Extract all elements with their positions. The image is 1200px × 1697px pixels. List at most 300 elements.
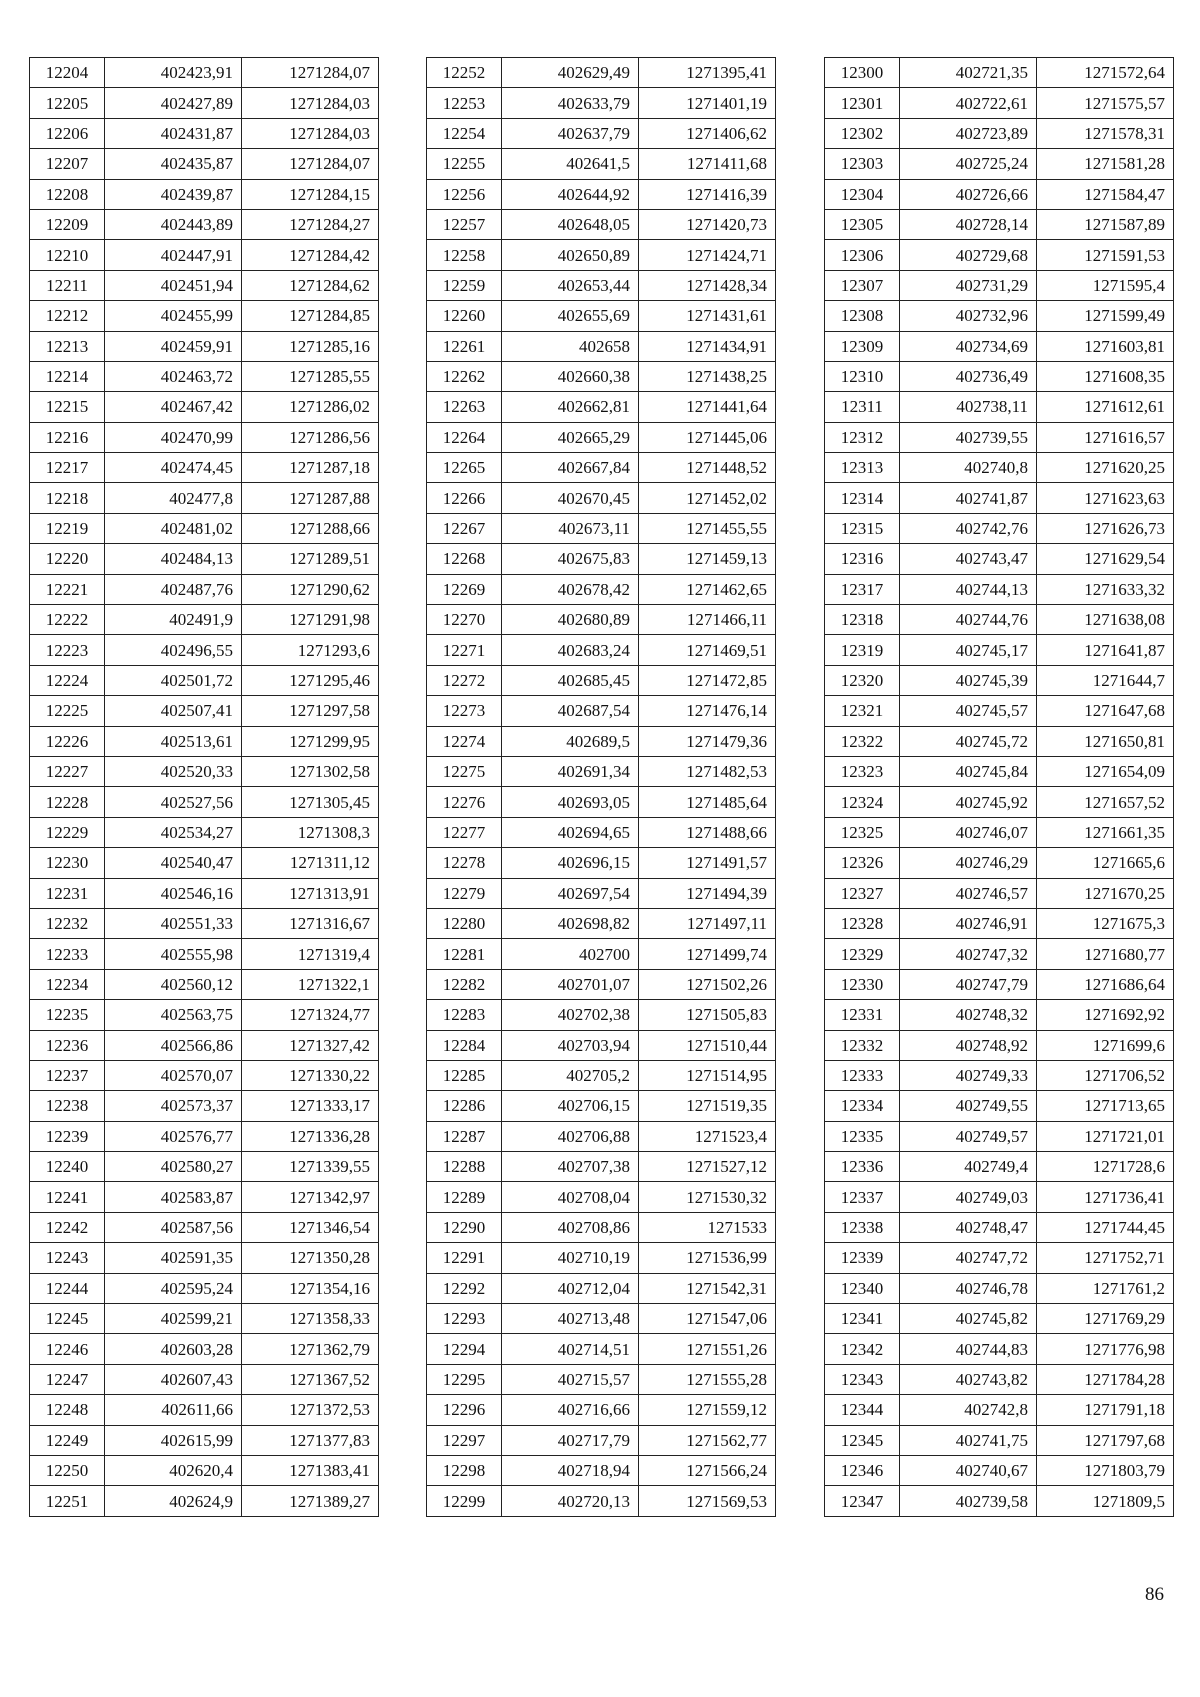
point-number-cell: 12345 bbox=[825, 1425, 900, 1455]
table-row bbox=[427, 756, 776, 786]
y-coordinate-cell: 1271466,11 bbox=[639, 605, 776, 635]
y-coordinate-cell: 1271706,52 bbox=[1037, 1060, 1174, 1090]
y-coordinate-cell: 1271327,42 bbox=[242, 1030, 379, 1060]
table-row bbox=[825, 1486, 1174, 1516]
x-coordinate-cell: 402747,32 bbox=[900, 939, 1037, 969]
point-number-cell: 12294 bbox=[427, 1334, 502, 1364]
table-row bbox=[30, 179, 379, 209]
point-number-cell: 12228 bbox=[30, 787, 105, 817]
point-number-cell: 12253 bbox=[427, 88, 502, 118]
table-row bbox=[427, 361, 776, 391]
point-number-cell: 12261 bbox=[427, 331, 502, 361]
table-row bbox=[30, 301, 379, 331]
y-coordinate-cell: 1271319,4 bbox=[242, 939, 379, 969]
x-coordinate-cell: 402739,58 bbox=[900, 1486, 1037, 1516]
y-coordinate-cell: 1271608,35 bbox=[1037, 361, 1174, 391]
table-row bbox=[427, 118, 776, 148]
y-coordinate-cell: 1271612,61 bbox=[1037, 392, 1174, 422]
coordinates-table-body bbox=[30, 58, 379, 1517]
point-number-cell: 12289 bbox=[427, 1182, 502, 1212]
x-coordinate-cell: 402615,99 bbox=[105, 1425, 242, 1455]
point-number-cell: 12286 bbox=[427, 1091, 502, 1121]
point-number-cell: 12249 bbox=[30, 1425, 105, 1455]
point-number-cell: 12239 bbox=[30, 1121, 105, 1151]
point-number-cell: 12318 bbox=[825, 605, 900, 635]
y-coordinate-cell: 1271284,03 bbox=[242, 118, 379, 148]
table-row bbox=[427, 848, 776, 878]
table-row bbox=[427, 574, 776, 604]
x-coordinate-cell: 402738,11 bbox=[900, 392, 1037, 422]
x-coordinate-cell: 402546,16 bbox=[105, 878, 242, 908]
x-coordinate-cell: 402447,91 bbox=[105, 240, 242, 270]
x-coordinate-cell: 402746,91 bbox=[900, 908, 1037, 938]
point-number-cell: 12220 bbox=[30, 544, 105, 574]
y-coordinate-cell: 1271581,28 bbox=[1037, 149, 1174, 179]
table-row bbox=[427, 1030, 776, 1060]
y-coordinate-cell: 1271555,28 bbox=[639, 1364, 776, 1394]
x-coordinate-cell: 402707,38 bbox=[502, 1152, 639, 1182]
y-coordinate-cell: 1271452,02 bbox=[639, 483, 776, 513]
point-number-cell: 12250 bbox=[30, 1455, 105, 1485]
y-coordinate-cell: 1271497,11 bbox=[639, 908, 776, 938]
table-row bbox=[825, 1455, 1174, 1485]
table-row bbox=[427, 422, 776, 452]
table-row bbox=[825, 787, 1174, 817]
point-number-cell: 12218 bbox=[30, 483, 105, 513]
y-coordinate-cell: 1271523,4 bbox=[639, 1121, 776, 1151]
x-coordinate-cell: 402702,38 bbox=[502, 1000, 639, 1030]
table-row bbox=[427, 635, 776, 665]
table-row bbox=[427, 1395, 776, 1425]
point-number-cell: 12243 bbox=[30, 1243, 105, 1273]
x-coordinate-cell: 402703,94 bbox=[502, 1030, 639, 1060]
table-row bbox=[30, 878, 379, 908]
y-coordinate-cell: 1271295,46 bbox=[242, 665, 379, 695]
y-coordinate-cell: 1271791,18 bbox=[1037, 1395, 1174, 1425]
y-coordinate-cell: 1271803,79 bbox=[1037, 1455, 1174, 1485]
table-row bbox=[427, 1060, 776, 1090]
point-number-cell: 12248 bbox=[30, 1395, 105, 1425]
table-row bbox=[30, 726, 379, 756]
point-number-cell: 12205 bbox=[30, 88, 105, 118]
table-row bbox=[30, 1425, 379, 1455]
point-number-cell: 12238 bbox=[30, 1091, 105, 1121]
table-row bbox=[30, 453, 379, 483]
table-row bbox=[825, 422, 1174, 452]
x-coordinate-cell: 402745,82 bbox=[900, 1304, 1037, 1334]
table-row bbox=[427, 939, 776, 969]
x-coordinate-cell: 402463,72 bbox=[105, 361, 242, 391]
y-coordinate-cell: 1271342,97 bbox=[242, 1182, 379, 1212]
table-row bbox=[427, 1455, 776, 1485]
table-row bbox=[825, 665, 1174, 695]
x-coordinate-cell: 402576,77 bbox=[105, 1121, 242, 1151]
table-row bbox=[427, 665, 776, 695]
y-coordinate-cell: 1271514,95 bbox=[639, 1060, 776, 1090]
x-coordinate-cell: 402680,89 bbox=[502, 605, 639, 635]
y-coordinate-cell: 1271316,67 bbox=[242, 908, 379, 938]
table-row bbox=[825, 908, 1174, 938]
y-coordinate-cell: 1271620,25 bbox=[1037, 453, 1174, 483]
table-row bbox=[825, 270, 1174, 300]
point-number-cell: 12311 bbox=[825, 392, 900, 422]
y-coordinate-cell: 1271383,41 bbox=[242, 1455, 379, 1485]
table-row bbox=[30, 1152, 379, 1182]
point-number-cell: 12252 bbox=[427, 58, 502, 88]
x-coordinate-cell: 402689,5 bbox=[502, 726, 639, 756]
point-number-cell: 12344 bbox=[825, 1395, 900, 1425]
point-number-cell: 12232 bbox=[30, 908, 105, 938]
point-number-cell: 12284 bbox=[427, 1030, 502, 1060]
table-row bbox=[825, 88, 1174, 118]
x-coordinate-cell: 402658 bbox=[502, 331, 639, 361]
point-number-cell: 12308 bbox=[825, 301, 900, 331]
x-coordinate-cell: 402749,57 bbox=[900, 1121, 1037, 1151]
x-coordinate-cell: 402675,83 bbox=[502, 544, 639, 574]
x-coordinate-cell: 402710,19 bbox=[502, 1243, 639, 1273]
y-coordinate-cell: 1271566,24 bbox=[639, 1455, 776, 1485]
y-coordinate-cell: 1271291,98 bbox=[242, 605, 379, 635]
y-coordinate-cell: 1271533 bbox=[639, 1212, 776, 1242]
point-number-cell: 12335 bbox=[825, 1121, 900, 1151]
x-coordinate-cell: 402513,61 bbox=[105, 726, 242, 756]
y-coordinate-cell: 1271313,91 bbox=[242, 878, 379, 908]
point-number-cell: 12299 bbox=[427, 1486, 502, 1516]
point-number-cell: 12283 bbox=[427, 1000, 502, 1030]
point-number-cell: 12338 bbox=[825, 1212, 900, 1242]
y-coordinate-cell: 1271305,45 bbox=[242, 787, 379, 817]
point-number-cell: 12242 bbox=[30, 1212, 105, 1242]
point-number-cell: 12277 bbox=[427, 817, 502, 847]
y-coordinate-cell: 1271431,61 bbox=[639, 301, 776, 331]
point-number-cell: 12317 bbox=[825, 574, 900, 604]
y-coordinate-cell: 1271499,74 bbox=[639, 939, 776, 969]
y-coordinate-cell: 1271322,1 bbox=[242, 969, 379, 999]
table-row bbox=[825, 513, 1174, 543]
point-number-cell: 12222 bbox=[30, 605, 105, 635]
y-coordinate-cell: 1271599,49 bbox=[1037, 301, 1174, 331]
point-number-cell: 12287 bbox=[427, 1121, 502, 1151]
point-number-cell: 12241 bbox=[30, 1182, 105, 1212]
point-number-cell: 12316 bbox=[825, 544, 900, 574]
y-coordinate-cell: 1271286,02 bbox=[242, 392, 379, 422]
point-number-cell: 12254 bbox=[427, 118, 502, 148]
point-number-cell: 12235 bbox=[30, 1000, 105, 1030]
point-number-cell: 12211 bbox=[30, 270, 105, 300]
x-coordinate-cell: 402745,39 bbox=[900, 665, 1037, 695]
x-coordinate-cell: 402687,54 bbox=[502, 696, 639, 726]
y-coordinate-cell: 1271744,45 bbox=[1037, 1212, 1174, 1242]
y-coordinate-cell: 1271575,57 bbox=[1037, 88, 1174, 118]
point-number-cell: 12216 bbox=[30, 422, 105, 452]
y-coordinate-cell: 1271797,68 bbox=[1037, 1425, 1174, 1455]
point-number-cell: 12307 bbox=[825, 270, 900, 300]
point-number-cell: 12292 bbox=[427, 1273, 502, 1303]
x-coordinate-cell: 402431,87 bbox=[105, 118, 242, 148]
table-row bbox=[825, 1000, 1174, 1030]
x-coordinate-cell: 402501,72 bbox=[105, 665, 242, 695]
point-number-cell: 12280 bbox=[427, 908, 502, 938]
x-coordinate-cell: 402423,91 bbox=[105, 58, 242, 88]
point-number-cell: 12330 bbox=[825, 969, 900, 999]
table-row bbox=[30, 1060, 379, 1090]
y-coordinate-cell: 1271485,64 bbox=[639, 787, 776, 817]
y-coordinate-cell: 1271505,83 bbox=[639, 1000, 776, 1030]
table-row bbox=[825, 1121, 1174, 1151]
y-coordinate-cell: 1271462,65 bbox=[639, 574, 776, 604]
y-coordinate-cell: 1271372,53 bbox=[242, 1395, 379, 1425]
y-coordinate-cell: 1271287,18 bbox=[242, 453, 379, 483]
table-row bbox=[427, 696, 776, 726]
x-coordinate-cell: 402720,13 bbox=[502, 1486, 639, 1516]
x-coordinate-cell: 402660,38 bbox=[502, 361, 639, 391]
table-row bbox=[825, 361, 1174, 391]
y-coordinate-cell: 1271336,28 bbox=[242, 1121, 379, 1151]
y-coordinate-cell: 1271469,51 bbox=[639, 635, 776, 665]
x-coordinate-cell: 402595,24 bbox=[105, 1273, 242, 1303]
x-coordinate-cell: 402459,91 bbox=[105, 331, 242, 361]
y-coordinate-cell: 1271809,5 bbox=[1037, 1486, 1174, 1516]
x-coordinate-cell: 402673,11 bbox=[502, 513, 639, 543]
point-number-cell: 12221 bbox=[30, 574, 105, 604]
y-coordinate-cell: 1271346,54 bbox=[242, 1212, 379, 1242]
x-coordinate-cell: 402740,8 bbox=[900, 453, 1037, 483]
table-row bbox=[427, 270, 776, 300]
table-row bbox=[825, 331, 1174, 361]
x-coordinate-cell: 402749,55 bbox=[900, 1091, 1037, 1121]
y-coordinate-cell: 1271350,28 bbox=[242, 1243, 379, 1273]
y-coordinate-cell: 1271562,77 bbox=[639, 1425, 776, 1455]
table-row bbox=[427, 817, 776, 847]
point-number-cell: 12210 bbox=[30, 240, 105, 270]
x-coordinate-cell: 402451,94 bbox=[105, 270, 242, 300]
y-coordinate-cell: 1271333,17 bbox=[242, 1091, 379, 1121]
point-number-cell: 12336 bbox=[825, 1152, 900, 1182]
table-row bbox=[825, 1425, 1174, 1455]
y-coordinate-cell: 1271686,64 bbox=[1037, 969, 1174, 999]
x-coordinate-cell: 402746,57 bbox=[900, 878, 1037, 908]
y-coordinate-cell: 1271502,26 bbox=[639, 969, 776, 999]
point-number-cell: 12231 bbox=[30, 878, 105, 908]
y-coordinate-cell: 1271284,15 bbox=[242, 179, 379, 209]
y-coordinate-cell: 1271339,55 bbox=[242, 1152, 379, 1182]
x-coordinate-cell: 402729,68 bbox=[900, 240, 1037, 270]
point-number-cell: 12206 bbox=[30, 118, 105, 148]
point-number-cell: 12215 bbox=[30, 392, 105, 422]
table-row bbox=[427, 605, 776, 635]
y-coordinate-cell: 1271299,95 bbox=[242, 726, 379, 756]
y-coordinate-cell: 1271411,68 bbox=[639, 149, 776, 179]
point-number-cell: 12237 bbox=[30, 1060, 105, 1090]
x-coordinate-cell: 402481,02 bbox=[105, 513, 242, 543]
x-coordinate-cell: 402693,05 bbox=[502, 787, 639, 817]
y-coordinate-cell: 1271650,81 bbox=[1037, 726, 1174, 756]
x-coordinate-cell: 402734,69 bbox=[900, 331, 1037, 361]
y-coordinate-cell: 1271784,28 bbox=[1037, 1364, 1174, 1394]
point-number-cell: 12323 bbox=[825, 756, 900, 786]
table-row bbox=[427, 331, 776, 361]
y-coordinate-cell: 1271603,81 bbox=[1037, 331, 1174, 361]
y-coordinate-cell: 1271416,39 bbox=[639, 179, 776, 209]
point-number-cell: 12230 bbox=[30, 848, 105, 878]
x-coordinate-cell: 402583,87 bbox=[105, 1182, 242, 1212]
x-coordinate-cell: 402698,82 bbox=[502, 908, 639, 938]
x-coordinate-cell: 402736,49 bbox=[900, 361, 1037, 391]
point-number-cell: 12340 bbox=[825, 1273, 900, 1303]
table-row bbox=[825, 848, 1174, 878]
coordinates-table-2 bbox=[426, 57, 776, 1517]
y-coordinate-cell: 1271479,36 bbox=[639, 726, 776, 756]
x-coordinate-cell: 402706,15 bbox=[502, 1091, 639, 1121]
y-coordinate-cell: 1271472,85 bbox=[639, 665, 776, 695]
y-coordinate-cell: 1271752,71 bbox=[1037, 1243, 1174, 1273]
x-coordinate-cell: 402484,13 bbox=[105, 544, 242, 574]
y-coordinate-cell: 1271445,06 bbox=[639, 422, 776, 452]
table-row bbox=[427, 1000, 776, 1030]
table-row bbox=[427, 1121, 776, 1151]
table-row bbox=[427, 1425, 776, 1455]
table-row bbox=[30, 605, 379, 635]
table-row bbox=[427, 209, 776, 239]
point-number-cell: 12322 bbox=[825, 726, 900, 756]
table-row bbox=[30, 908, 379, 938]
x-coordinate-cell: 402745,84 bbox=[900, 756, 1037, 786]
point-number-cell: 12290 bbox=[427, 1212, 502, 1242]
y-coordinate-cell: 1271289,51 bbox=[242, 544, 379, 574]
point-number-cell: 12293 bbox=[427, 1304, 502, 1334]
x-coordinate-cell: 402744,13 bbox=[900, 574, 1037, 604]
point-number-cell: 12272 bbox=[427, 665, 502, 695]
y-coordinate-cell: 1271434,91 bbox=[639, 331, 776, 361]
y-coordinate-cell: 1271290,62 bbox=[242, 574, 379, 604]
x-coordinate-cell: 402741,87 bbox=[900, 483, 1037, 513]
table-row bbox=[30, 361, 379, 391]
coordinates-table-3 bbox=[824, 57, 1174, 1517]
point-number-cell: 12256 bbox=[427, 179, 502, 209]
table-row bbox=[427, 240, 776, 270]
y-coordinate-cell: 1271584,47 bbox=[1037, 179, 1174, 209]
x-coordinate-cell: 402637,79 bbox=[502, 118, 639, 148]
point-number-cell: 12274 bbox=[427, 726, 502, 756]
x-coordinate-cell: 402712,04 bbox=[502, 1273, 639, 1303]
y-coordinate-cell: 1271721,01 bbox=[1037, 1121, 1174, 1151]
table-row bbox=[30, 848, 379, 878]
point-number-cell: 12278 bbox=[427, 848, 502, 878]
point-number-cell: 12346 bbox=[825, 1455, 900, 1485]
table-row bbox=[825, 726, 1174, 756]
x-coordinate-cell: 402667,84 bbox=[502, 453, 639, 483]
point-number-cell: 12224 bbox=[30, 665, 105, 695]
point-number-cell: 12319 bbox=[825, 635, 900, 665]
table-row bbox=[825, 453, 1174, 483]
point-number-cell: 12214 bbox=[30, 361, 105, 391]
table-row bbox=[30, 1212, 379, 1242]
table-row bbox=[825, 1334, 1174, 1364]
point-number-cell: 12204 bbox=[30, 58, 105, 88]
x-coordinate-cell: 402748,32 bbox=[900, 1000, 1037, 1030]
point-number-cell: 12255 bbox=[427, 149, 502, 179]
point-number-cell: 12227 bbox=[30, 756, 105, 786]
point-number-cell: 12347 bbox=[825, 1486, 900, 1516]
table-row bbox=[30, 1000, 379, 1030]
y-coordinate-cell: 1271494,39 bbox=[639, 878, 776, 908]
y-coordinate-cell: 1271406,62 bbox=[639, 118, 776, 148]
point-number-cell: 12212 bbox=[30, 301, 105, 331]
table-row bbox=[30, 118, 379, 148]
y-coordinate-cell: 1271286,56 bbox=[242, 422, 379, 452]
table-row bbox=[427, 544, 776, 574]
point-number-cell: 12209 bbox=[30, 209, 105, 239]
table-row bbox=[30, 422, 379, 452]
x-coordinate-cell: 402439,87 bbox=[105, 179, 242, 209]
x-coordinate-cell: 402611,66 bbox=[105, 1395, 242, 1425]
point-number-cell: 12305 bbox=[825, 209, 900, 239]
point-number-cell: 12314 bbox=[825, 483, 900, 513]
table-row bbox=[825, 635, 1174, 665]
table-row bbox=[30, 1243, 379, 1273]
y-coordinate-cell: 1271284,03 bbox=[242, 88, 379, 118]
x-coordinate-cell: 402749,4 bbox=[900, 1152, 1037, 1182]
table-row bbox=[825, 1091, 1174, 1121]
point-number-cell: 12320 bbox=[825, 665, 900, 695]
x-coordinate-cell: 402743,82 bbox=[900, 1364, 1037, 1394]
x-coordinate-cell: 402715,57 bbox=[502, 1364, 639, 1394]
y-coordinate-cell: 1271441,64 bbox=[639, 392, 776, 422]
table-row bbox=[825, 1060, 1174, 1090]
point-number-cell: 12328 bbox=[825, 908, 900, 938]
x-coordinate-cell: 402749,33 bbox=[900, 1060, 1037, 1090]
table-row bbox=[427, 1364, 776, 1394]
x-coordinate-cell: 402603,28 bbox=[105, 1334, 242, 1364]
page-number: 86 bbox=[1145, 1584, 1164, 1605]
point-number-cell: 12334 bbox=[825, 1091, 900, 1121]
point-number-cell: 12233 bbox=[30, 939, 105, 969]
x-coordinate-cell: 402641,5 bbox=[502, 149, 639, 179]
table-row bbox=[825, 392, 1174, 422]
point-number-cell: 12325 bbox=[825, 817, 900, 847]
x-coordinate-cell: 402591,35 bbox=[105, 1243, 242, 1273]
point-number-cell: 12225 bbox=[30, 696, 105, 726]
y-coordinate-cell: 1271424,71 bbox=[639, 240, 776, 270]
y-coordinate-cell: 1271547,06 bbox=[639, 1304, 776, 1334]
point-number-cell: 12296 bbox=[427, 1395, 502, 1425]
point-number-cell: 12343 bbox=[825, 1364, 900, 1394]
y-coordinate-cell: 1271626,73 bbox=[1037, 513, 1174, 543]
y-coordinate-cell: 1271284,85 bbox=[242, 301, 379, 331]
table-row bbox=[30, 58, 379, 88]
table-row bbox=[427, 1486, 776, 1516]
table-row bbox=[427, 149, 776, 179]
table-row bbox=[30, 513, 379, 543]
y-coordinate-cell: 1271536,99 bbox=[639, 1243, 776, 1273]
x-coordinate-cell: 402527,56 bbox=[105, 787, 242, 817]
x-coordinate-cell: 402477,8 bbox=[105, 483, 242, 513]
point-number-cell: 12298 bbox=[427, 1455, 502, 1485]
table-row bbox=[825, 939, 1174, 969]
x-coordinate-cell: 402716,66 bbox=[502, 1395, 639, 1425]
point-number-cell: 12223 bbox=[30, 635, 105, 665]
y-coordinate-cell: 1271297,58 bbox=[242, 696, 379, 726]
point-number-cell: 12217 bbox=[30, 453, 105, 483]
x-coordinate-cell: 402722,61 bbox=[900, 88, 1037, 118]
point-number-cell: 12240 bbox=[30, 1152, 105, 1182]
x-coordinate-cell: 402741,75 bbox=[900, 1425, 1037, 1455]
point-number-cell: 12275 bbox=[427, 756, 502, 786]
table-row bbox=[427, 969, 776, 999]
y-coordinate-cell: 1271644,7 bbox=[1037, 665, 1174, 695]
y-coordinate-cell: 1271670,25 bbox=[1037, 878, 1174, 908]
table-row bbox=[825, 1182, 1174, 1212]
